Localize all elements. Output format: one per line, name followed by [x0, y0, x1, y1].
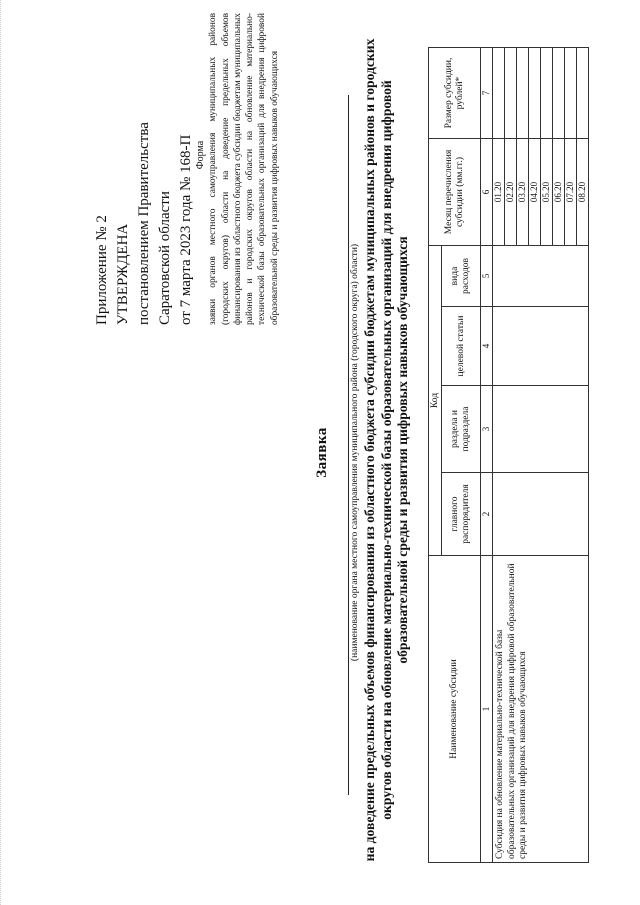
region-line: Саратовской области: [157, 191, 173, 325]
month-cell: 01.20: [493, 139, 505, 246]
month-cell: 03.20: [517, 139, 529, 246]
header-month: Месяц перечисления субсидии (мм.гг.): [429, 139, 481, 246]
org-name-line: [348, 95, 349, 795]
amount-cell: [565, 48, 577, 139]
column-number: 4: [481, 307, 493, 386]
header-expense-type: вида расходов: [442, 246, 481, 307]
table-row: [493, 48, 505, 863]
approved-label: УТВЕРЖДЕНА: [115, 223, 131, 325]
month-cell: 08.20: [577, 139, 589, 246]
month-cell: 06.20: [553, 139, 565, 246]
subsidy-table-wrapper: [428, 47, 589, 863]
column-numbers-row: [481, 48, 493, 863]
amount-cell: [493, 48, 505, 139]
header-amount: Размер субсидии, рублей*: [429, 48, 481, 139]
document-title: Заявка: [314, 427, 330, 478]
page-edge: [0, 0, 1, 905]
month-cell: 02.20: [505, 139, 517, 246]
target-cell: [493, 307, 589, 386]
amount-cell: [505, 48, 517, 139]
header-code: Код: [429, 246, 442, 556]
form-label: Форма: [195, 140, 206, 170]
amount-cell: [541, 48, 553, 139]
header-subsidy-name: Наименование субсидии: [429, 556, 481, 863]
amount-cell: [517, 48, 529, 139]
org-name-caption: (наименование органа местного самоуправления муниципального района (городского округа) области): [350, 243, 360, 662]
header-section: раздела и подраздела: [442, 386, 481, 473]
month-cell: 05.20: [541, 139, 553, 246]
header-main-manager: главного распорядителя: [442, 473, 481, 556]
column-number: 7: [481, 48, 493, 139]
subsidy-name-cell: Субсидия на обновление материально-технической базы образовательных организаций для внедрения цифровой образовательной среды и развития цифровых навыков обучающихся: [493, 556, 589, 863]
amount-cell: [577, 48, 589, 139]
month-cell: 04.20: [529, 139, 541, 246]
resolution-line: постановлением Правительства: [136, 122, 152, 325]
form-block: [195, 13, 281, 325]
amount-cell: [553, 48, 565, 139]
column-number: 5: [481, 246, 493, 307]
amount-cell: [529, 48, 541, 139]
main-manager-cell: [493, 473, 589, 556]
form-description: заявки органов местного самоуправления муниципальных районов (городских округов) области на доведение предельных объемов финансирования из областного бюджета субсидии бюджетам муниципальных районов и городских округов области на обновление материально-технической базы образовательных организаций для внедрения цифровой образовательной среды и развития цифровых навыков обучающихся: [208, 13, 280, 325]
header-target: целевой статьи: [442, 307, 481, 386]
appendix-number: Приложение № 2: [94, 215, 110, 325]
date-line: от 7 марта 2023 года № 168-П: [178, 134, 194, 325]
column-number: 1: [481, 556, 493, 863]
request-subject: на доведение предельных объемов финансирования из областного бюджета субсидии бюджетам муниципальных районов и городских округов области на обновление материально-технической базы образовательных организаций для внедрения цифровой образовательной среды и развития цифровых навыков обучающихся: [362, 38, 410, 862]
expense-type-cell: [493, 246, 589, 307]
column-number: 2: [481, 473, 493, 556]
column-number: 6: [481, 139, 493, 246]
column-number: 3: [481, 386, 493, 473]
month-cell: 07.20: [565, 139, 577, 246]
subsidy-table: [428, 47, 589, 863]
section-cell: [493, 386, 589, 473]
appendix-header: [92, 15, 197, 325]
